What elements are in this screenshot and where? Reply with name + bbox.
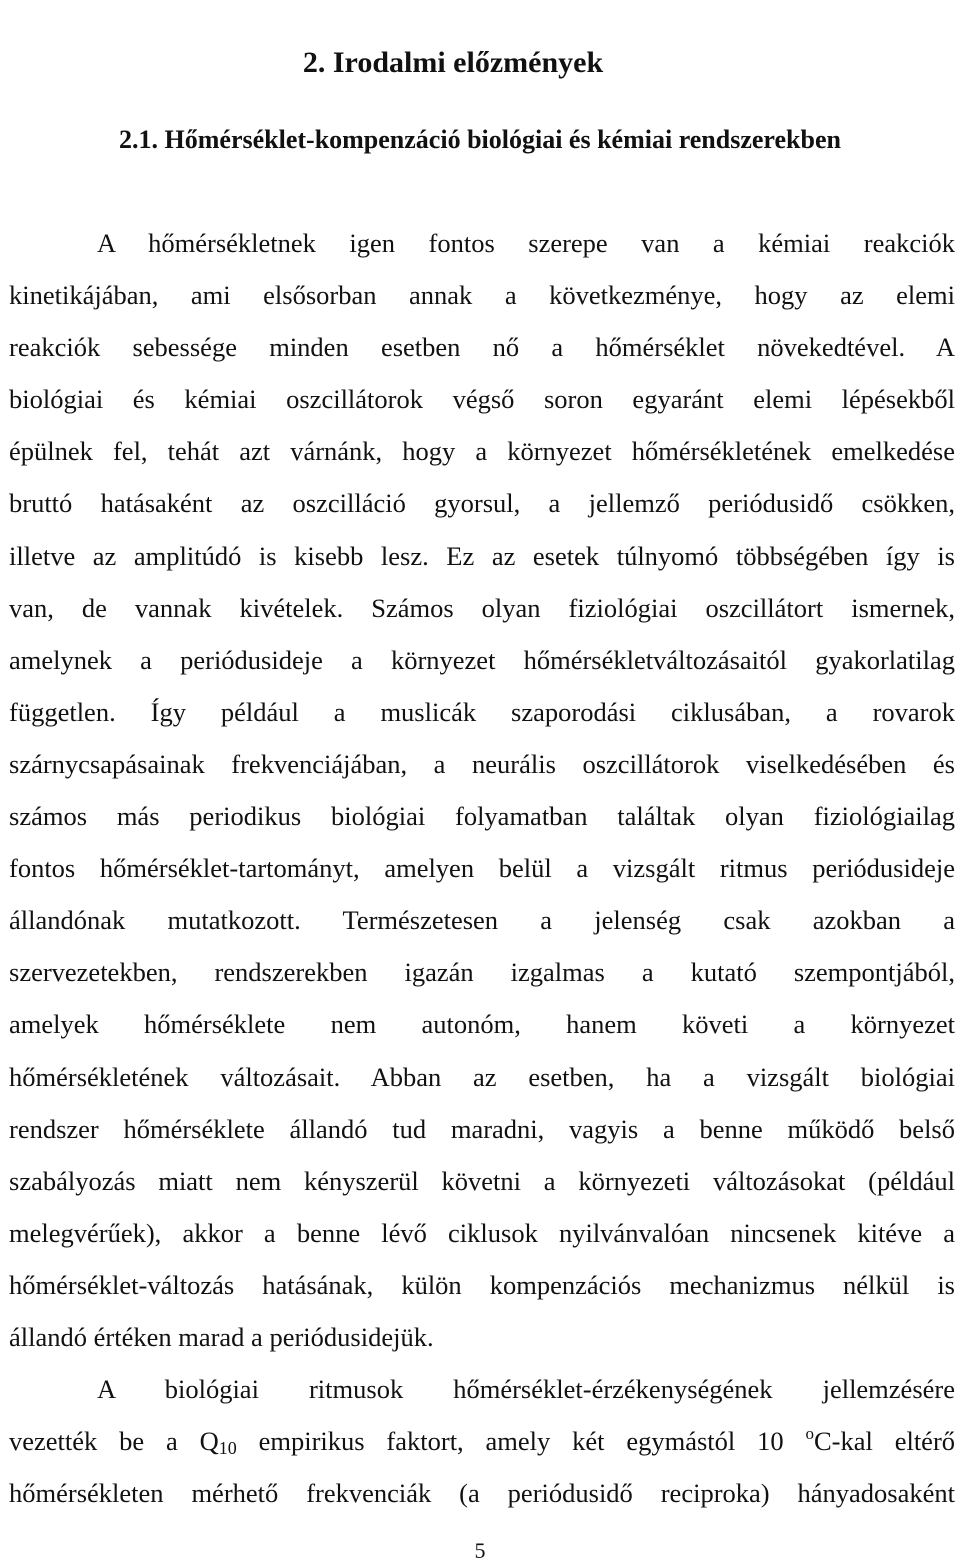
text-line: számos más periodikus biológiai folyamatban találtak olyan fiziológiailag — [9, 801, 955, 832]
text-line: szervezetekben, rendszerekben igazán izgalmas a kutató szempontjából, — [9, 957, 955, 988]
degree-superscript: o — [805, 1424, 814, 1444]
text-line: független. Így például a muslicák szaporodási ciklusában, a rovarok — [9, 696, 955, 727]
text-line: rendszer hőmérséklete állandó tud maradni, vagyis a benne működő belső — [9, 1113, 955, 1144]
text-line: épülnek fel, tehát azt várnánk, hogy a környezet hőmérsékletének emelkedése — [9, 436, 955, 467]
chapter-title: 2. Irodalmi előzmények — [302, 46, 604, 79]
text-line: fontos hőmérséklet-tartományt, amelyen belül a vizsgált ritmus periódusideje — [9, 853, 955, 884]
text-line: A biológiai ritmusok hőmérséklet-érzékenységének jellemzésére — [97, 1374, 955, 1405]
text-line: hőmérsékletének változásait. Abban az esetben, ha a vizsgált biológiai — [9, 1061, 955, 1092]
text-line: állandónak mutatkozott. Természetesen a jelenség csak azokban a — [9, 905, 955, 936]
paragraph-1 — [9, 217, 955, 1363]
text-line: A hőmérsékletnek igen fontos szerepe van a kémiai reakciók — [97, 228, 955, 258]
text-fragment: C-kal eltérő — [813, 1426, 956, 1457]
text-line: amelynek a periódusideje a környezet hőmérsékletváltozásaitól gyakorlatilag — [9, 644, 955, 675]
text-line: szabályozás miatt nem kényszerül követni a környezeti változásokat (például — [9, 1165, 955, 1196]
text-line: amelyek hőmérséklete nem autonóm, hanem követi a környezet — [9, 1009, 955, 1040]
text-line: hőmérséklet-változás hatásának, külön kompenzációs mechanizmus nélkül is — [9, 1269, 955, 1300]
text-line: kinetikájában, ami elsősorban annak a következménye, hogy az elemi — [9, 280, 955, 311]
text-line: szárnycsapásainak frekvenciájában, a neurális oszcillátorok viselkedésében és — [9, 748, 955, 779]
text-line: bruttó hatásaként az oszcilláció gyorsul, a jellemző periódusidő csökken, — [9, 488, 955, 519]
text-fragment: empirikus faktort, amely két egymástól 10 — [236, 1426, 806, 1457]
page-number: 5 — [474, 1538, 486, 1563]
section-title: 2.1. Hőmérséklet-kompenzáció biológiai és kémiai rendszerekben — [119, 125, 841, 154]
text-line: melegvérűek), akkor a benne lévő ciklusok nyilvánvalóan nincsenek kitéve a — [9, 1217, 955, 1248]
text-fragment: vezették be a Q — [9, 1426, 219, 1457]
text-line: hőmérsékleten mérhető frekvenciák (a periódusidő reciproka) hányadosaként — [9, 1478, 955, 1509]
text-line: illetve az amplitúdó is kisebb lesz. Ez az esetek túlnyomó többségében így is — [9, 540, 955, 571]
paragraph-2 — [9, 1363, 955, 1519]
text-line: biológiai és kémiai oszcillátorok végső soron egyaránt elemi lépésekből — [9, 384, 955, 415]
text-line: állandó értéken marad a periódusidejük. — [9, 1321, 434, 1352]
text-line: van, de vannak kivételek. Számos olyan fiziológiai oszcillátort ismernek, — [9, 592, 955, 623]
q10-subscript: 10 — [218, 1438, 237, 1459]
text-line: reakciók sebessége minden esetben nő a hőmérséklet növekedtével. A — [9, 332, 955, 363]
text-line-with-formula — [9, 1415, 955, 1467]
body-text — [9, 217, 955, 1519]
